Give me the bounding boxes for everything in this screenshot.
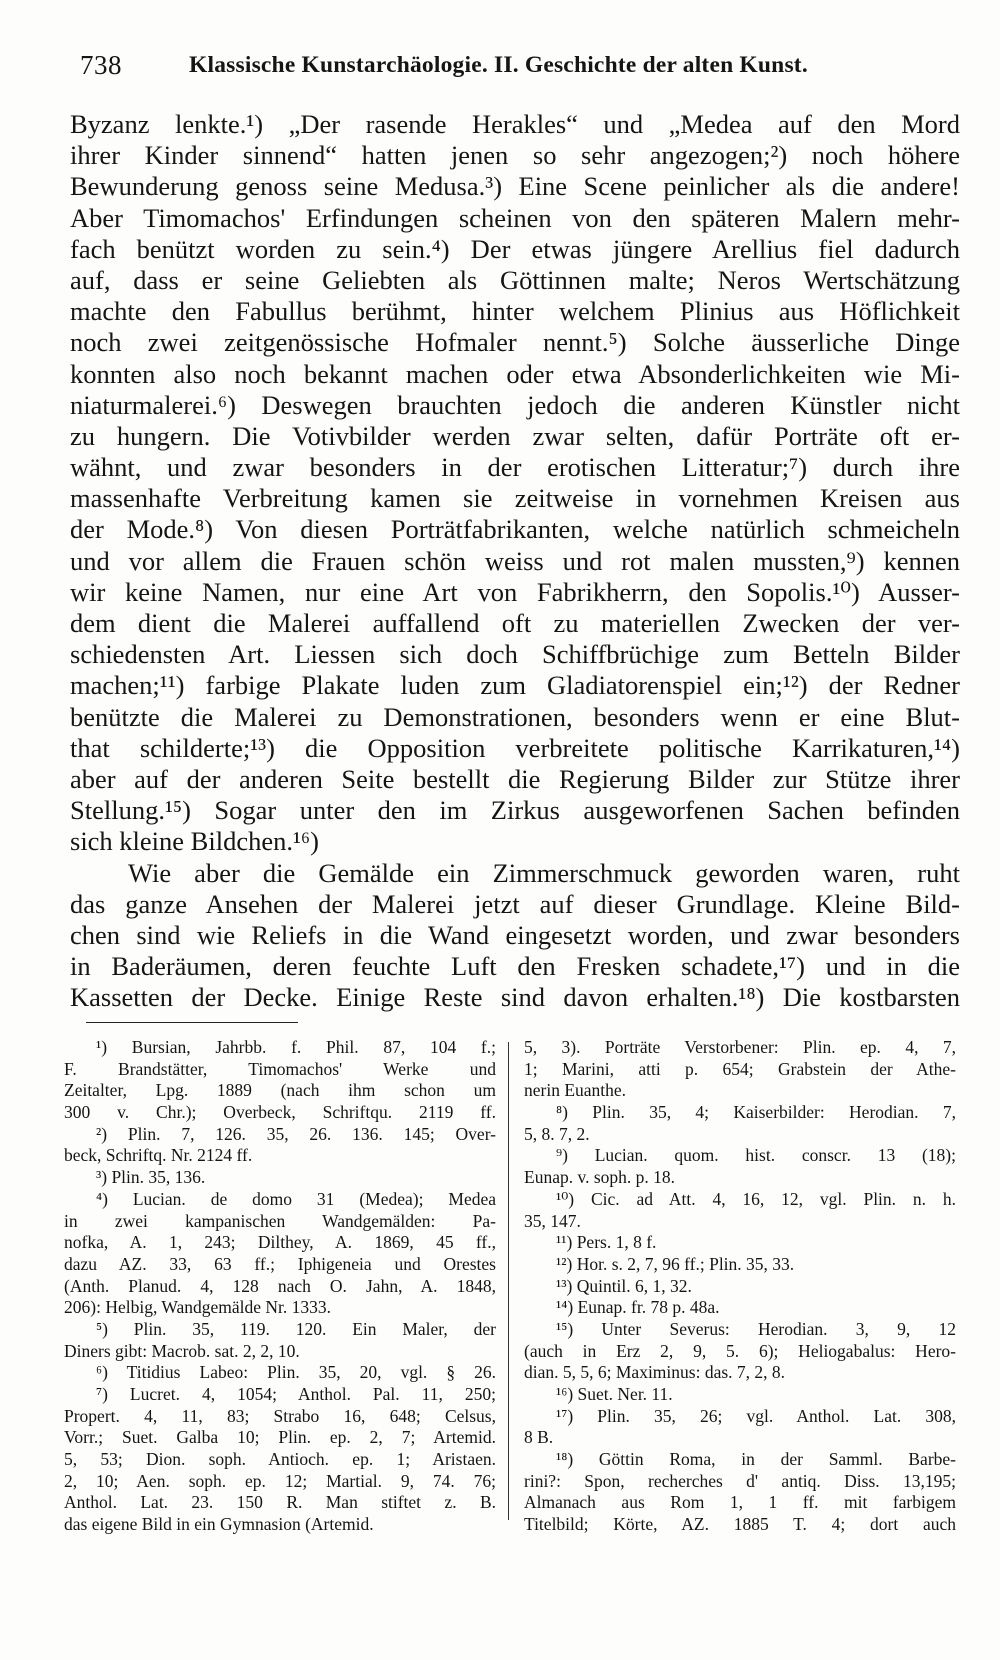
body-text-line: auf, dass er seine Geliebten als Göttinnen malte; Neros Wertschätzung — [70, 264, 960, 295]
footnote-line: Diners gibt: Macrob. sat. 2, 2, 10. — [64, 1340, 300, 1361]
footnote-separator-rule — [86, 1022, 298, 1023]
footnote-line: rini?: Spon, recherches d' antiq. Diss. 13,195; — [524, 1470, 956, 1491]
footnote-line: beck, Schriftq. Nr. 2124 ff. — [64, 1145, 253, 1166]
body-text-line: der Mode.⁸) Von diesen Porträtfabrikanten, welche natürlich schmeicheln — [70, 514, 960, 545]
body-text-line: wähnt, und zwar besonders in der erotischen Litteratur;⁷) durch ihre — [70, 452, 960, 483]
footnote-line: dian. 5, 5, 6; Maximinus: das. 7, 2, 8. — [524, 1362, 786, 1383]
body-text-line: machte den Fabullus berühmt, hinter welchem Plinius aus Höflichkeit — [70, 296, 960, 327]
body-text-line: dem dient die Malerei auffallend oft zu materiellen Zwecken der ver- — [70, 608, 960, 638]
footnote-line: F. Brandstätter, Timomachos' Werke und — [64, 1058, 496, 1079]
footnote-line: ²) Plin. 7, 126. 35, 26. 136. 145; Over- — [96, 1123, 496, 1144]
body-text-line: machen;¹¹) farbige Plakate luden zum Gladiatorenspiel ein;¹²) der Redner — [70, 670, 960, 701]
footnote-line: 206): Helbig, Wandgemälde Nr. 1333. — [64, 1297, 332, 1318]
body-text-line: that schilderte;¹³) die Opposition verbreitete politische Karrikaturen,¹⁴) — [70, 732, 960, 763]
footnote-line: ⁶) Titidius Labeo: Plin. 35, 20, vgl. § 26. — [96, 1362, 496, 1383]
footnote-line: in zwei kampanischen Wandgemälden: Pa- — [64, 1210, 496, 1231]
footnote-line: nerin Euanthe. — [524, 1080, 627, 1101]
footnote-line: ¹⁷) Plin. 35, 26; vgl. Anthol. Lat. 308, — [556, 1405, 956, 1426]
footnote-line: 5, 3). Porträte Verstorbener: Plin. ep. 4, 7, — [524, 1037, 956, 1057]
footnote-line: das eigene Bild in ein Gymnasion (Artemid. — [64, 1514, 374, 1535]
footnote-line: Vorr.; Suet. Galba 10; Plin. ep. 2, 7; Artemid. — [64, 1427, 496, 1448]
footnote-line: Propert. 4, 11, 83; Strabo 16, 648; Celsus, — [64, 1405, 496, 1426]
page-number: 738 — [80, 50, 122, 80]
body-text-line: das ganze Ansehen der Malerei jetzt auf dieser Grundlage. Kleine Bild- — [70, 888, 960, 919]
footnotes-right-column — [524, 1037, 956, 1536]
footnote-line: Zeitalter, Lpg. 1889 (nach ihm schon um — [64, 1080, 496, 1101]
footnote-column-divider — [508, 1042, 509, 1520]
footnote-line: 35, 147. — [524, 1210, 581, 1231]
body-text-line: Byzanz lenkte.¹) „Der rasende Herakles“ und „Medea auf den Mord — [70, 109, 960, 139]
footnote-line: ⁷) Lucret. 4, 1054; Anthol. Pal. 11, 250; — [96, 1384, 496, 1404]
footnote-line: ⁹) Lucian. quom. hist. conscr. 13 (18); — [556, 1145, 956, 1166]
body-text-line: zu hungern. Die Votivbilder werden zwar selten, dafür Porträte oft er- — [70, 420, 960, 451]
footnote-line: ³) Plin. 35, 136. — [96, 1167, 206, 1188]
footnote-line: 300 v. Chr.); Overbeck, Schriftqu. 2119 ff. — [64, 1102, 496, 1123]
footnote-line: Anthol. Lat. 23. 150 R. Man stiftet z. B. — [64, 1492, 496, 1513]
footnote-line: nofka, A. 1, 243; Dilthey, A. 1869, 45 ff., — [64, 1232, 496, 1253]
footnote-line: 1; Marini, atti p. 654; Grabstein der Athe- — [524, 1058, 956, 1079]
running-head — [78, 50, 958, 90]
body-text-line: in Baderäumen, deren feuchte Luft den Fresken schadete,¹⁷) und in die — [70, 951, 960, 982]
footnote-line: Eunap. v. soph. p. 18. — [524, 1167, 676, 1188]
footnote-line: 5, 53; Dion. soph. Antioch. ep. 1; Aristaen. — [64, 1449, 496, 1470]
body-text-line: Stellung.¹⁵) Sogar unter den im Zirkus ausgeworfenen Sachen befinden — [70, 795, 960, 826]
footnote-line: dazu AZ. 33, 63 ff.; Iphigeneia und Orestes — [64, 1253, 496, 1274]
footnote-line: ¹⁴) Eunap. fr. 78 p. 48a. — [556, 1297, 720, 1318]
footnote-line: ⁴) Lucian. de domo 31 (Medea); Medea — [96, 1188, 496, 1209]
footnotes-left-column — [64, 1037, 496, 1536]
body-text-line: chen sind wie Reliefs in die Wand eingesetzt worden, und zwar besonders — [70, 919, 960, 950]
footnote-line: ¹³) Quintil. 6, 1, 32. — [556, 1275, 692, 1296]
footnote-line: ¹) Bursian, Jahrbb. f. Phil. 87, 104 f.; — [96, 1037, 496, 1057]
running-title: Klassische Kunstarchäologie. II. Geschichte der alten Kunst. — [189, 52, 808, 78]
footnote-line: ⁸) Plin. 35, 4; Kaiserbilder: Herodian. 7, — [556, 1102, 956, 1123]
body-text-line: Kassetten der Decke. Einige Reste sind davon erhalten.¹⁸) Die kostbarsten — [70, 982, 960, 1013]
footnote-line: ⁵) Plin. 35, 119. 120. Ein Maler, der — [96, 1318, 496, 1339]
body-text-line: aber auf der anderen Seite bestellt die Regierung Bilder zur Stütze ihrer — [70, 763, 960, 794]
body-text-line: sich kleine Bildchen.¹⁶) — [70, 826, 319, 857]
body-text-line: benützte die Malerei zu Demonstrationen, besonders wenn er eine Blut- — [70, 701, 960, 732]
body-text-line: noch zwei zeitgenössische Hofmaler nennt.⁵) Solche äusserliche Dinge — [70, 327, 960, 358]
body-text-line: wir keine Namen, nur eine Art von Fabrikherrn, den Sopolis.¹⁰) Ausser- — [70, 576, 960, 607]
footnote-line: Almanach aus Rom 1, 1 ff. mit farbigem — [524, 1492, 956, 1513]
body-text — [70, 109, 960, 1013]
footnote-line: 5, 8. 7, 2. — [524, 1123, 590, 1144]
footnote-line: ¹²) Hor. s. 2, 7, 96 ff.; Plin. 35, 33. — [556, 1253, 795, 1274]
footnote-line: 8 B. — [524, 1427, 554, 1448]
footnote-line: ¹⁵) Unter Severus: Herodian. 3, 9, 12 — [556, 1318, 956, 1339]
body-text-line: massenhafte Verbreitung kamen sie zeitweise in vornehmen Kreisen aus — [70, 483, 960, 514]
footnote-line: Titelbild; Körte, AZ. 1885 T. 4; dort auch — [524, 1514, 956, 1535]
body-text-line: fach benützt worden zu sein.⁴) Der etwas jüngere Arellius fiel dadurch — [70, 233, 960, 264]
footnote-line: (auch in Erz 2, 9, 5. 6); Heliogabalus: Hero- — [524, 1340, 956, 1361]
body-text-line: und vor allem die Frauen schön weiss und rot malen mussten,⁹) kennen — [70, 545, 960, 576]
footnote-line: ¹⁰) Cic. ad Att. 4, 16, 12, vgl. Plin. n. h. — [556, 1188, 956, 1209]
body-text-line: ihrer Kinder sinnend“ hatten jenen so sehr angezogen;²) noch höhere — [70, 140, 960, 171]
body-text-line: Wie aber die Gemälde ein Zimmerschmuck geworden waren, ruht — [128, 857, 960, 888]
footnote-line: ¹⁶) Suet. Ner. 11. — [556, 1384, 673, 1404]
body-text-line: Bewunderung genoss seine Medusa.³) Eine Scene peinlicher als die andere! — [70, 171, 960, 202]
footnote-line: 2, 10; Aen. soph. ep. 12; Martial. 9, 74. 76; — [64, 1470, 496, 1491]
footnote-line: (Anth. Planud. 4, 128 nach O. Jahn, A. 1848, — [64, 1275, 496, 1296]
footnote-line: ¹¹) Pers. 1, 8 f. — [556, 1232, 657, 1253]
body-text-line: niaturmalerei.⁶) Deswegen brauchten jedoch die anderen Künstler nicht — [70, 389, 960, 420]
body-text-line: Aber Timomachos' Erfindungen scheinen von den späteren Malern mehr- — [70, 202, 960, 233]
body-text-line: konnten also noch bekannt machen oder etwa Absonderlichkeiten wie Mi- — [70, 358, 960, 389]
body-text-line: schiedensten Art. Liessen sich doch Schiffbrüchige zum Betteln Bilder — [70, 639, 960, 670]
footnote-line: ¹⁸) Göttin Roma, in der Samml. Barbe- — [556, 1449, 956, 1470]
